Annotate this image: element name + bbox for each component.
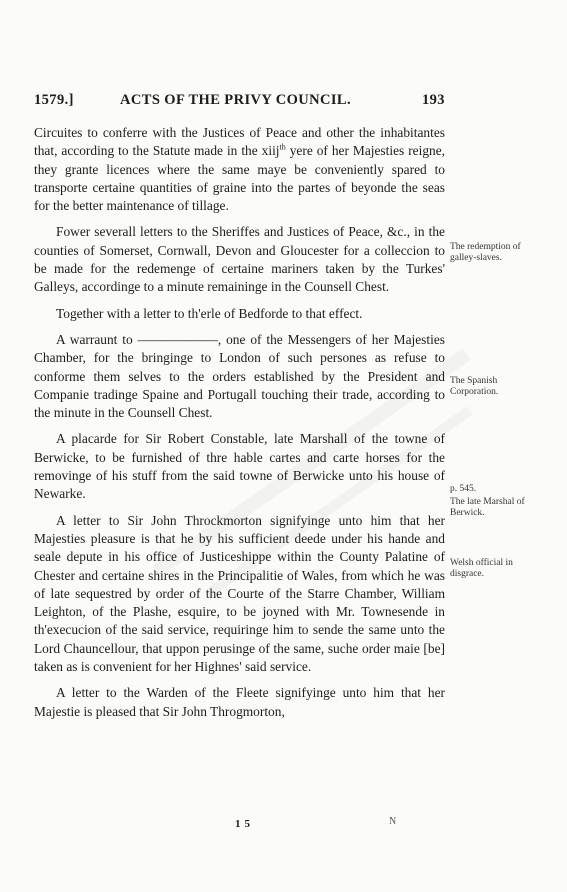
paragraph-warden-fleete: A letter to the Warden of the Fleete signifyinge unto him that her Majestie is pleased that Sir John Throgmorton, bbox=[34, 685, 445, 719]
header-title: ACTS OF THE PRIVY COUNCIL. bbox=[120, 92, 352, 108]
margin-note-marshal: The late Marshal of Berwick. bbox=[450, 497, 525, 518]
header-year: 1579.] bbox=[34, 92, 74, 108]
margin-note-redemption: The redemption of galley-slaves. bbox=[450, 242, 521, 263]
margin-note-page-ref: p. 545. bbox=[450, 484, 477, 494]
paragraph-warraunt: A warraunt to ——————, one of the Messengers of her Majesties Chamber, for the bringinge to London of such persones as refuse to conforme them selves to the orders established by the President and Companie tradinge Spaine and Portugall touching their trade, according to the minute in the Counsell Chest. bbox=[34, 331, 445, 421]
signature-mark: 15 bbox=[235, 818, 254, 830]
paragraph-throckmorton: A letter to Sir John Throckmorton signifyinge unto him that her Majesties pleasure is that he by his sufficient deede under his hande and seale depute in his office of Justiceshippe within the County Palatine of Chester and certaine shires in the Principalitie of Wales, from which he was of late sequestred by order of the Courte of the Starre Chamber, William Leighton, of the Plashe, esquire, to be joyned with Mr. Townesende in th'execucion of the said service, requiringe him to sende the same unto the Lord Chauncellour, that uppon perusinge of the same, suche order maie [be] taken as is convenient for her Highnes' said service. bbox=[34, 512, 445, 675]
paragraph-circuites: Circuites to conferre with the Justices of Peace and other the inhabitantes that, according to the Statute made in the xiij$^{th}$ yere of her Majesties reigne, they grante licences where the same maye be conveniently spared to transporte certaine quantities of graine into the partes of beyonde the seas for the better maintenance of tillage. bbox=[34, 125, 445, 214]
paragraph-placarde: A placarde for Sir Robert Constable, late Marshall of the towne of Berwicke, to be furnished of thre hable cartes and carte horses for the removinge of his stuff from the said towne of Berwicke unto his house of Newarke. bbox=[34, 431, 445, 502]
margin-note-spanish: The Spanish Corporation. bbox=[450, 376, 499, 397]
paragraph-fower-letters: Fower severall letters to the Sheriffes and Justices of Peace, &c., in the counties of Somerset, Cornwall, Devon and Gloucester for a colleccion to be made for the redemenge of certaine mariners taken by the Turkes' Galleys, accordinge to a minute remaininge in the Counsell Chest. bbox=[34, 224, 445, 295]
paragraph-bedforde: Together with a letter to th'erle of Bedforde to that effect. bbox=[56, 305, 363, 321]
margin-note-welsh: Welsh official in disgrace. bbox=[450, 558, 513, 579]
page-number: 193 bbox=[422, 92, 445, 108]
footer-mark: N bbox=[389, 816, 397, 827]
page-body bbox=[34, 124, 445, 729]
